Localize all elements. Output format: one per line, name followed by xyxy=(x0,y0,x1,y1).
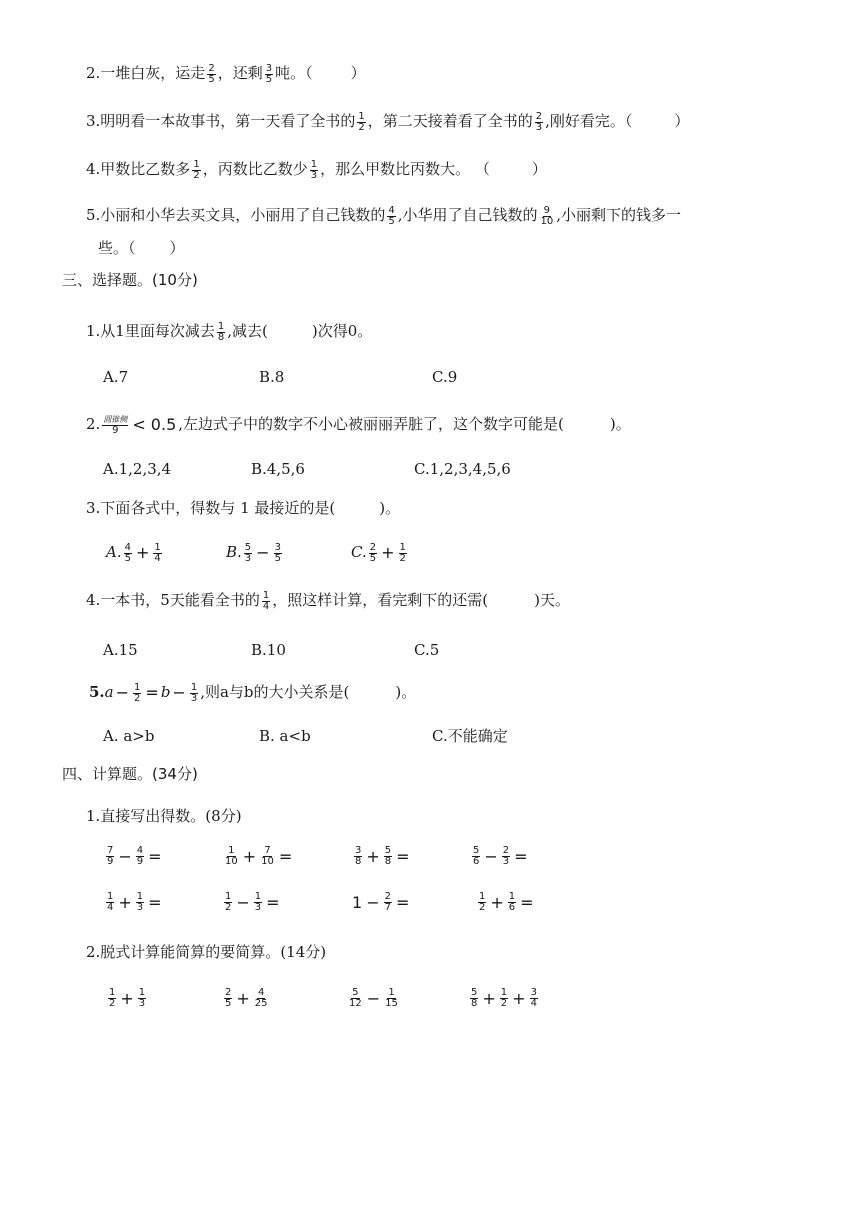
calc-item: $\frac{1}{2}$ − $\frac{1}{3}$ = xyxy=(225,891,280,913)
choice-q4: 4.一本书，5天能看全书的 $\frac{1}{4}$ ，照这样计算，看完剩下的还需( )天。 xyxy=(86,589,570,612)
section-title-calc: 四、计算题。(34分) xyxy=(62,765,198,783)
calc-item: $\frac{5}{12}$ − $\frac{1}{15}$ xyxy=(349,987,398,1009)
calc-sub2-title: 2.脱式计算能简算的要简算。(14分) xyxy=(86,943,327,961)
choice-q1: 1.从1里面每次减去 $\frac{1}{8}$ ,减去( )次得0。 xyxy=(86,320,373,343)
fraction: $\frac{1}{3}$ xyxy=(136,891,144,913)
choice-q1-option-b[interactable]: B.8 xyxy=(259,368,285,386)
fraction: $\frac{1}{2}$ xyxy=(358,110,365,133)
fraction: $\frac{1}{15}$ xyxy=(385,987,398,1009)
fraction: $\frac{1}{3}$ xyxy=(310,158,318,181)
fraction: $\frac{4}{9}$ xyxy=(136,845,144,867)
fraction: $\frac{2}{3}$ xyxy=(535,110,543,133)
calc-sub1-title: 1.直接写出得数。(8分) xyxy=(86,807,242,825)
calc-item: 1 − $\frac{2}{7}$ = xyxy=(352,891,410,913)
fraction: $\frac{1}{2}$ xyxy=(193,158,200,181)
calc-item: $\frac{1}{4}$ + $\frac{1}{3}$ = xyxy=(107,891,162,913)
fraction: $\frac{3}{8}$ xyxy=(355,845,362,867)
fraction: $\frac{2}{5}$ xyxy=(369,541,377,564)
fraction: $\frac{1}{2}$ xyxy=(479,891,486,913)
judge-q5-line2: 些。（ ） xyxy=(98,239,185,257)
fraction: $\frac{1}{4}$ xyxy=(262,589,270,612)
judge-q2: 2.一堆白灰，运走 $\frac{2}{5}$ ，还剩 $\frac{3}{5}$ 吨。（ ） xyxy=(86,62,366,85)
choice-q3-option-c[interactable]: C. $\frac{2}{5}$ + $\frac{1}{2}$ xyxy=(351,541,406,564)
choice-q1-option-a[interactable]: A.7 xyxy=(103,368,129,386)
judge-q5: 5.小丽和小华去买文具，小丽用了自己钱数的 $\frac{4}{5}$ ,小华用了自己钱数的 $\frac{9}{10}$ ,小丽剩下的钱多一 xyxy=(86,204,681,227)
fraction: $\frac{5}{8}$ xyxy=(384,845,392,867)
fraction: $\frac{1}{6}$ xyxy=(508,891,516,913)
fraction: $\frac{9}{10}$ xyxy=(540,204,554,227)
choice-q2-option-a[interactable]: A.1,2,3,4 xyxy=(103,460,172,478)
fraction: $\frac{1}{3}$ xyxy=(254,891,262,913)
choice-q2-option-c[interactable]: C.1,2,3,4,5,6 xyxy=(414,460,511,478)
calc-item: $\frac{5}{6}$ − $\frac{2}{3}$ = xyxy=(473,845,528,867)
calc-item: $\frac{1}{10}$ + $\frac{7}{10}$ = xyxy=(225,845,293,867)
calc-item: $\frac{7}{9}$ − $\frac{4}{9}$ = xyxy=(107,845,162,867)
fraction: $\frac{2}{7}$ xyxy=(384,891,391,913)
fraction: $\frac{1}{2}$ xyxy=(134,681,141,704)
choice-q2: 2. $\frac{\text{圆锥侧}}{9}$ < 0.5 ,左边式子中的数字不小心被丽丽弄脏了，这个数字可能是( )。 xyxy=(86,414,631,436)
fraction: $\frac{3}{5}$ xyxy=(265,62,273,85)
calc-item: $\frac{1}{2}$ + $\frac{1}{3}$ xyxy=(109,987,146,1009)
fraction: $\frac{4}{5}$ xyxy=(388,204,395,227)
choice-q5: 5.a − $\frac{1}{2}$ = b − $\frac{1}{3}$ ,则a与b的大小关系是( )。 xyxy=(89,681,417,704)
judge-q4: 4.甲数比乙数多 $\frac{1}{2}$ ，丙数比乙数少 $\frac{1}{3}$ ，那么甲数比丙数大。 （ ） xyxy=(86,158,547,181)
calc-item: $\frac{2}{5}$ + $\frac{4}{25}$ xyxy=(225,987,268,1009)
fraction: $\frac{2}{3}$ xyxy=(502,845,510,867)
calc-item: $\frac{3}{8}$ + $\frac{5}{8}$ = xyxy=(355,845,410,867)
fraction: $\frac{3}{5}$ xyxy=(274,541,281,564)
section-title-choice: 三、选择题。(10分) xyxy=(62,271,198,289)
choice-q5-option-b[interactable]: B. a<b xyxy=(259,727,311,745)
choice-q4-option-b[interactable]: B.10 xyxy=(251,641,286,659)
judge-q3: 3.明明看一本故事书，第一天看了全书的 $\frac{1}{2}$ ，第二天接着看了全书的 $\frac{2}{3}$ ,刚好看完。（ ） xyxy=(86,110,690,133)
fraction: $\frac{7}{10}$ xyxy=(261,845,274,867)
fraction: $\frac{2}{5}$ xyxy=(208,62,215,85)
fraction: $\frac{1}{4}$ xyxy=(154,541,161,564)
choice-q5-option-a[interactable]: A. a>b xyxy=(103,727,155,745)
fraction: $\frac{1}{3}$ xyxy=(190,681,198,704)
fraction: $\frac{5}{3}$ xyxy=(244,541,252,564)
fraction: $\frac{1}{2}$ xyxy=(399,541,406,564)
fraction: $\frac{3}{4}$ xyxy=(530,987,537,1009)
fraction: $\frac{4}{5}$ xyxy=(124,541,131,564)
choice-q1-option-c[interactable]: C.9 xyxy=(432,368,458,386)
fraction: $\frac{2}{5}$ xyxy=(225,987,232,1009)
fraction: $\frac{4}{25}$ xyxy=(254,987,268,1009)
fraction: $\frac{7}{9}$ xyxy=(107,845,114,867)
choice-q2-option-b[interactable]: B.4,5,6 xyxy=(251,460,305,478)
choice-q3-option-a[interactable]: A. $\frac{4}{5}$ + $\frac{1}{4}$ xyxy=(106,541,161,564)
fraction: $\frac{1}{2}$ xyxy=(500,987,508,1009)
smudged-fraction: $\frac{\text{圆锥侧}}{9}$ xyxy=(103,414,128,436)
fraction: $\frac{5}{12}$ xyxy=(349,987,362,1009)
fraction: $\frac{1}{2}$ xyxy=(109,987,116,1009)
fraction: $\frac{5}{6}$ xyxy=(473,845,480,867)
choice-q3: 3.下面各式中，得数与 1 最接近的是( )。 xyxy=(86,499,401,517)
fraction: $\frac{1}{3}$ xyxy=(138,987,146,1009)
fraction: $\frac{1}{2}$ xyxy=(225,891,232,913)
choice-q4-option-a[interactable]: A.15 xyxy=(103,641,138,659)
fraction: $\frac{1}{10}$ xyxy=(225,845,238,867)
fraction: $\frac{1}{4}$ xyxy=(107,891,114,913)
fraction: $\frac{1}{8}$ xyxy=(217,320,225,343)
choice-q5-option-c[interactable]: C.不能确定 xyxy=(432,727,508,745)
calc-item: $\frac{5}{8}$ + $\frac{1}{2}$ + $\frac{3}{4}$ xyxy=(471,987,537,1009)
calc-item: $\frac{1}{2}$ + $\frac{1}{6}$ = xyxy=(479,891,534,913)
choice-q4-option-c[interactable]: C.5 xyxy=(414,641,440,659)
choice-q3-option-b[interactable]: B. $\frac{5}{3}$ − $\frac{3}{5}$ xyxy=(226,541,281,564)
fraction: $\frac{5}{8}$ xyxy=(471,987,478,1009)
